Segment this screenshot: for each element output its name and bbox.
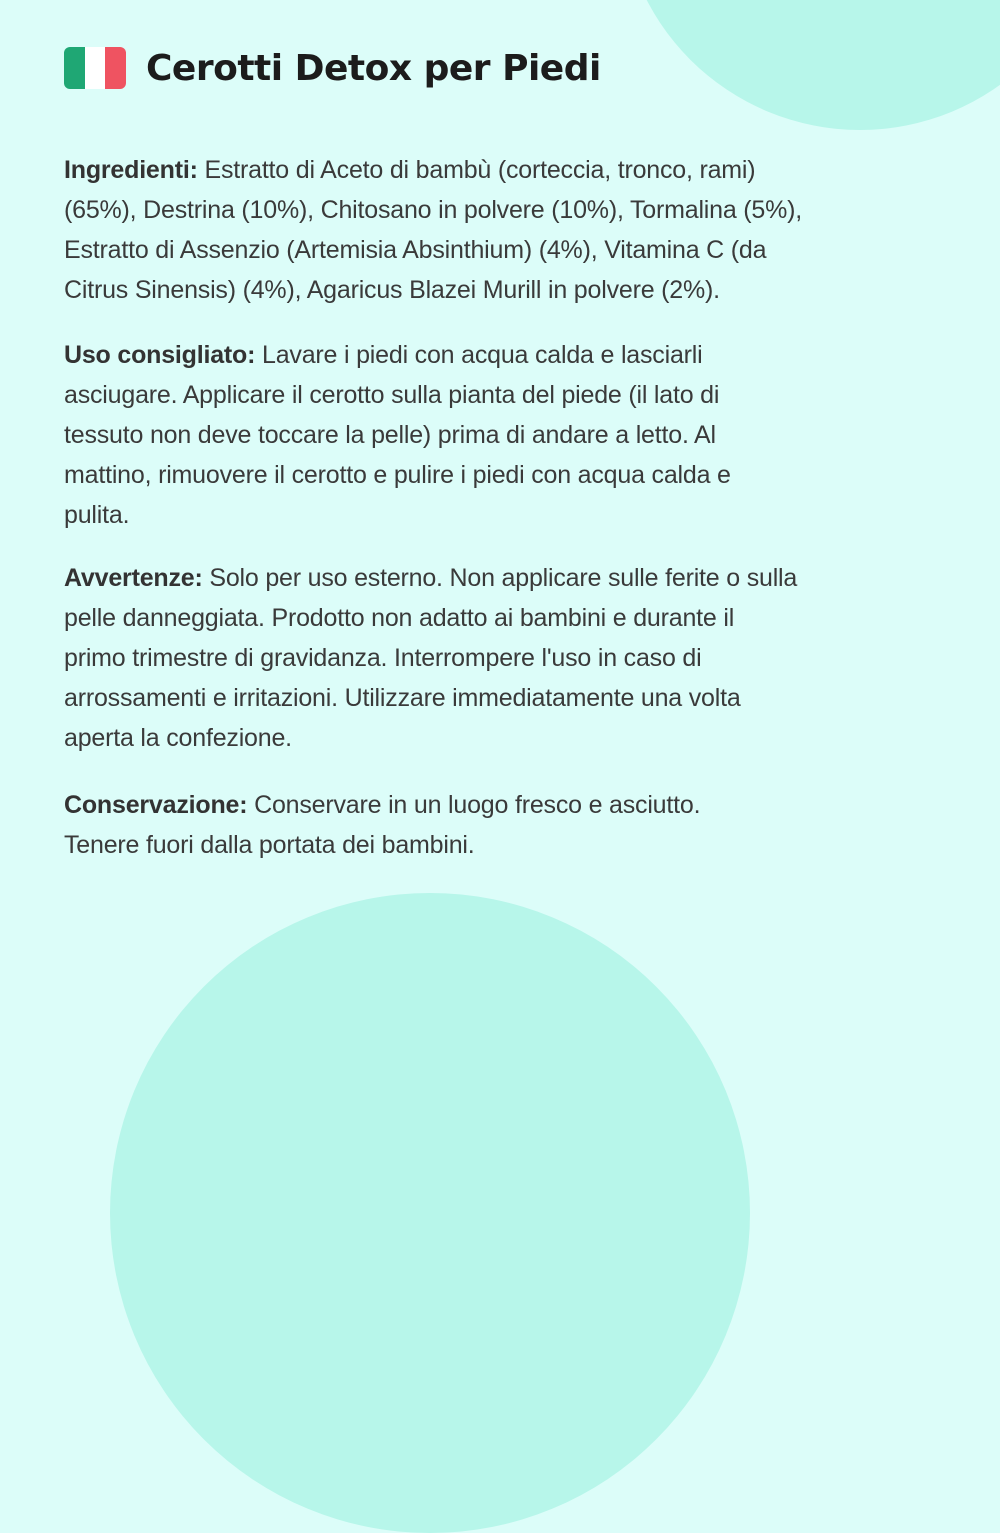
section-line: primo trimestre di gravidanza. Interrompere l'uso in caso di: [64, 644, 702, 672]
italy-flag-icon: [64, 47, 126, 89]
section-line: Citrus Sinensis) (4%), Agaricus Blazei Murill in polvere (2%).: [64, 276, 720, 304]
section-line: tessuto non deve toccare la pelle) prima di andare a letto. Al: [64, 421, 716, 449]
decorative-blob-top: [620, 0, 1000, 130]
section-line: [64, 558, 944, 598]
section-label: Conservazione:: [64, 791, 248, 819]
section-storage: [64, 785, 944, 865]
section-line: [64, 150, 944, 190]
section-ingredients: [64, 150, 944, 310]
section-text: Lavare i piedi con acqua calda e lasciarli: [255, 341, 703, 369]
section-label: Ingredienti:: [64, 156, 198, 184]
section-label: Avvertenze:: [64, 564, 203, 592]
section-usage: [64, 335, 944, 535]
section-line: [64, 785, 944, 825]
flag-stripe-white: [85, 47, 106, 89]
flag-stripe-green: [64, 47, 85, 89]
page-header: [64, 40, 601, 96]
section-warnings: [64, 558, 944, 758]
flag-stripe-red: [105, 47, 126, 89]
section-line: asciugare. Applicare il cerotto sulla pianta del piede (il lato di: [64, 381, 720, 409]
section-line: mattino, rimuovere il cerotto e pulire i piedi con acqua calda e: [64, 461, 731, 489]
section-line: arrossamenti e irritazioni. Utilizzare immediatamente una volta: [64, 684, 741, 712]
section-line: Tenere fuori dalla portata dei bambini.: [64, 831, 475, 859]
section-text: Solo per uso esterno. Non applicare sulle ferite o sulla: [202, 564, 798, 592]
page-title: Cerotti Detox per Piedi: [146, 47, 601, 89]
section-line: pelle danneggiata. Prodotto non adatto ai bambini e durante il: [64, 604, 735, 632]
section-text: Estratto di Aceto di bambù (corteccia, tronco, rami): [197, 156, 756, 184]
section-line: Estratto di Assenzio (Artemisia Absinthium) (4%), Vitamina C (da: [64, 236, 767, 264]
section-label: Uso consigliato:: [64, 341, 256, 369]
section-line: (65%), Destrina (10%), Chitosano in polvere (10%), Tormalina (5%),: [64, 196, 803, 224]
section-text: Conservare in un luogo fresco e asciutto.: [247, 791, 701, 819]
section-line: pulita.: [64, 501, 130, 529]
decorative-blob-bottom: [110, 893, 750, 1533]
section-line: aperta la confezione.: [64, 724, 292, 752]
section-line: [64, 335, 944, 375]
